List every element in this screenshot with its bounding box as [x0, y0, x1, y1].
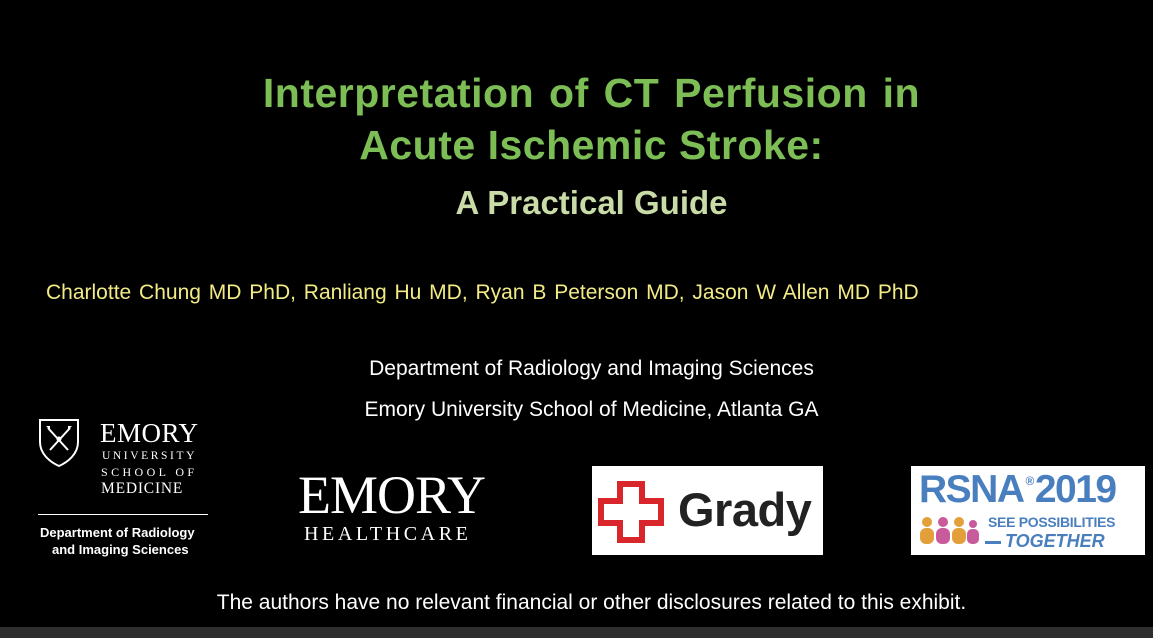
- rsna-title: [919, 468, 1116, 512]
- title-line-1: Interpretation of CT Perfusion in: [262, 70, 921, 116]
- emory-som-dept-line-1: Department of Radiology: [40, 525, 195, 540]
- emory-som-name: EMORY: [100, 418, 199, 448]
- rsna-year: 2019: [1034, 468, 1116, 511]
- rsna-tagline-2-row: [985, 531, 1105, 552]
- emory-som-medicine: MEDICINE: [101, 480, 184, 497]
- emory-som-divider: [38, 514, 208, 515]
- subtitle: A Practical Guide: [455, 184, 728, 221]
- rsna-tagline-1: SEE POSSIBILITIES: [988, 514, 1116, 530]
- disclosure-statement: The authors have no relevant financial or other disclosures related to this exhibit.: [216, 591, 967, 614]
- rsna-name: RSNA: [919, 468, 1024, 511]
- people-icon: [917, 514, 981, 548]
- emory-healthcare-logo: [298, 466, 518, 550]
- institution: Emory University School of Medicine, Atlanta GA: [364, 398, 819, 421]
- rsna-2019-logo: [911, 466, 1145, 555]
- emory-som-university: UNIVERSITY: [102, 450, 197, 462]
- grady-logo: [592, 466, 823, 555]
- authors: Charlotte Chung MD PhD, Ranliang Hu MD, Ryan B Peterson MD, Jason W Allen MD PhD: [46, 281, 919, 304]
- red-cross-icon: [598, 481, 664, 543]
- bottom-bar: [0, 627, 1153, 638]
- emory-healthcare-name: EMORY: [298, 465, 486, 525]
- emory-shield-icon: [38, 418, 80, 468]
- title-line-2: Acute Ischemic Stroke:: [359, 122, 824, 168]
- emory-healthcare-sub: HEALTHCARE: [304, 523, 472, 545]
- grady-name: Grady: [678, 483, 812, 536]
- department: Department of Radiology and Imaging Sciences: [369, 357, 814, 380]
- emory-som-dept-line-2: and Imaging Sciences: [52, 542, 189, 557]
- rsna-dash: [985, 541, 1001, 544]
- rsna-registered-mark: ®: [1025, 474, 1033, 488]
- rsna-tagline-2: TOGETHER: [1005, 531, 1105, 551]
- emory-som-school-of: SCHOOL OF: [101, 465, 198, 479]
- emory-som-logo: [38, 416, 213, 566]
